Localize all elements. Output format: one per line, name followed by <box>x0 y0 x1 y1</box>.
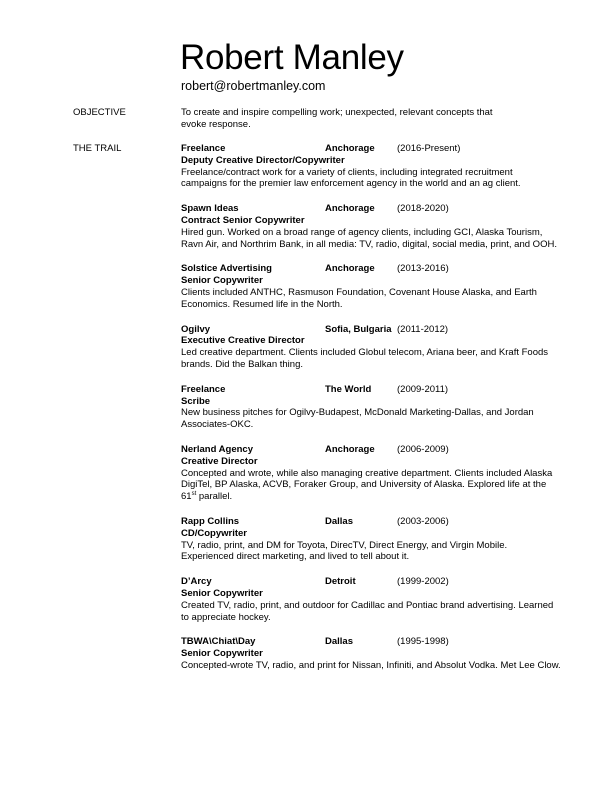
job-title: Creative Director <box>181 455 258 467</box>
job-description: Concepted-wrote TV, radio, and print for Nissan, Infiniti, and Absolut Vodka. Met Lee Clow. <box>181 659 561 671</box>
job-entry <box>181 324 561 371</box>
job-company: TBWA\Chiat\Day <box>181 636 256 648</box>
objective-text: To create and inspire compelling work; unexpected, relevant concepts that evoke response. <box>181 107 493 130</box>
job-years: (2011-2012) <box>397 323 449 335</box>
job-location: Anchorage <box>325 143 375 154</box>
job-company: Nerland Agency <box>181 443 253 455</box>
job-title: Senior Copywriter <box>181 587 263 599</box>
email-address: robert@robertmanley.com <box>181 79 326 93</box>
job-company: Rapp Collins <box>181 515 240 527</box>
resume-name: Robert Manley <box>180 38 404 77</box>
job-description: Clients included ANTHC, Rasmuson Foundation, Covenant House Alaska, and Earth Economics. Resumed life in the North. <box>181 286 537 310</box>
job-description: Hired gun. Worked on a broad range of agency clients, including GCI, Alaska Tourism, Ravn Air, and Northrim Bank, in all media: TV, radio, digital, social media, print, and OOH. <box>181 226 557 250</box>
job-entry <box>181 444 561 503</box>
job-company: Spawn Ideas <box>181 203 239 215</box>
job-location: Dallas <box>325 636 353 648</box>
job-list <box>181 143 561 685</box>
job-description: New business pitches for Ogilvy-Budapest, McDonald Marketing-Dallas, and Jordan Associates-OKC. <box>181 407 534 431</box>
job-location: Dallas <box>325 515 353 527</box>
job-company: Ogilvy <box>181 323 211 335</box>
job-years: (2003-2006) <box>397 515 449 527</box>
job-title: Executive Creative Director <box>181 335 305 347</box>
job-years: (2013-2016) <box>397 263 449 275</box>
job-years: (2009-2011) <box>397 383 449 395</box>
job-entry <box>181 636 561 671</box>
job-location: Detroit <box>325 576 356 588</box>
job-entry <box>181 516 561 563</box>
job-years: (2016-Present) <box>397 143 461 154</box>
job-location: Anchorage <box>325 263 375 275</box>
ordinal-suffix: st <box>191 490 197 497</box>
job-title: CD/Copywriter <box>181 527 247 539</box>
job-description <box>181 468 561 503</box>
job-location: Anchorage <box>325 443 375 455</box>
job-company: Freelance <box>181 143 226 154</box>
job-title: Senior Copywriter <box>181 275 263 287</box>
job-description: Created TV, radio, print, and outdoor for Cadillac and Pontiac brand advertising. Learned to appreciate hockey. <box>181 599 554 623</box>
job-title: Senior Copywriter <box>181 648 263 660</box>
job-entry <box>181 576 561 623</box>
job-location: Anchorage <box>325 203 375 215</box>
job-description-tail: parallel. <box>196 491 233 503</box>
job-entry <box>181 263 561 310</box>
job-description: TV, radio, print, and DM for Toyota, DirecTV, Direct Energy, and Virgin Mobile. Experienced direct marketing, and lived to tell about it. <box>181 539 508 563</box>
job-years: (2006-2009) <box>397 443 449 455</box>
job-company: Solstice Advertising <box>181 263 272 275</box>
job-years: (1995-1998) <box>397 636 449 648</box>
job-years: (1999-2002) <box>397 576 449 588</box>
job-title: Scribe <box>181 395 211 407</box>
section-label-objective: OBJECTIVE <box>73 107 126 118</box>
job-description: Freelance/contract work for a variety of clients, including integrated recruitment campaigns for the premier law enforcement agency in the world and an ag client. <box>181 166 521 190</box>
job-company: Freelance <box>181 383 226 395</box>
job-title: Contract Senior Copywriter <box>181 214 305 226</box>
job-location: The World <box>325 383 372 395</box>
job-entry <box>181 384 561 431</box>
job-description-text: Concepted and wrote, while also managing creative department. Clients included Alaska DigiTel, BP Alaska, ACVB, Foraker Group, and University of Alaska. Explored life at the 61 <box>181 467 553 503</box>
job-entry <box>181 143 561 190</box>
job-description: Led creative department. Clients included Globul telecom, Ariana beer, and Kraft Foods brands. Did the Balkan thing. <box>181 347 549 370</box>
job-entry <box>181 203 561 250</box>
job-company: D’Arcy <box>181 576 212 588</box>
job-years: (2018-2020) <box>397 203 449 215</box>
section-label-trail: THE TRAIL <box>73 143 122 154</box>
job-location: Sofia, Bulgaria <box>325 323 392 335</box>
job-title: Deputy Creative Director/Copywriter <box>181 154 345 166</box>
